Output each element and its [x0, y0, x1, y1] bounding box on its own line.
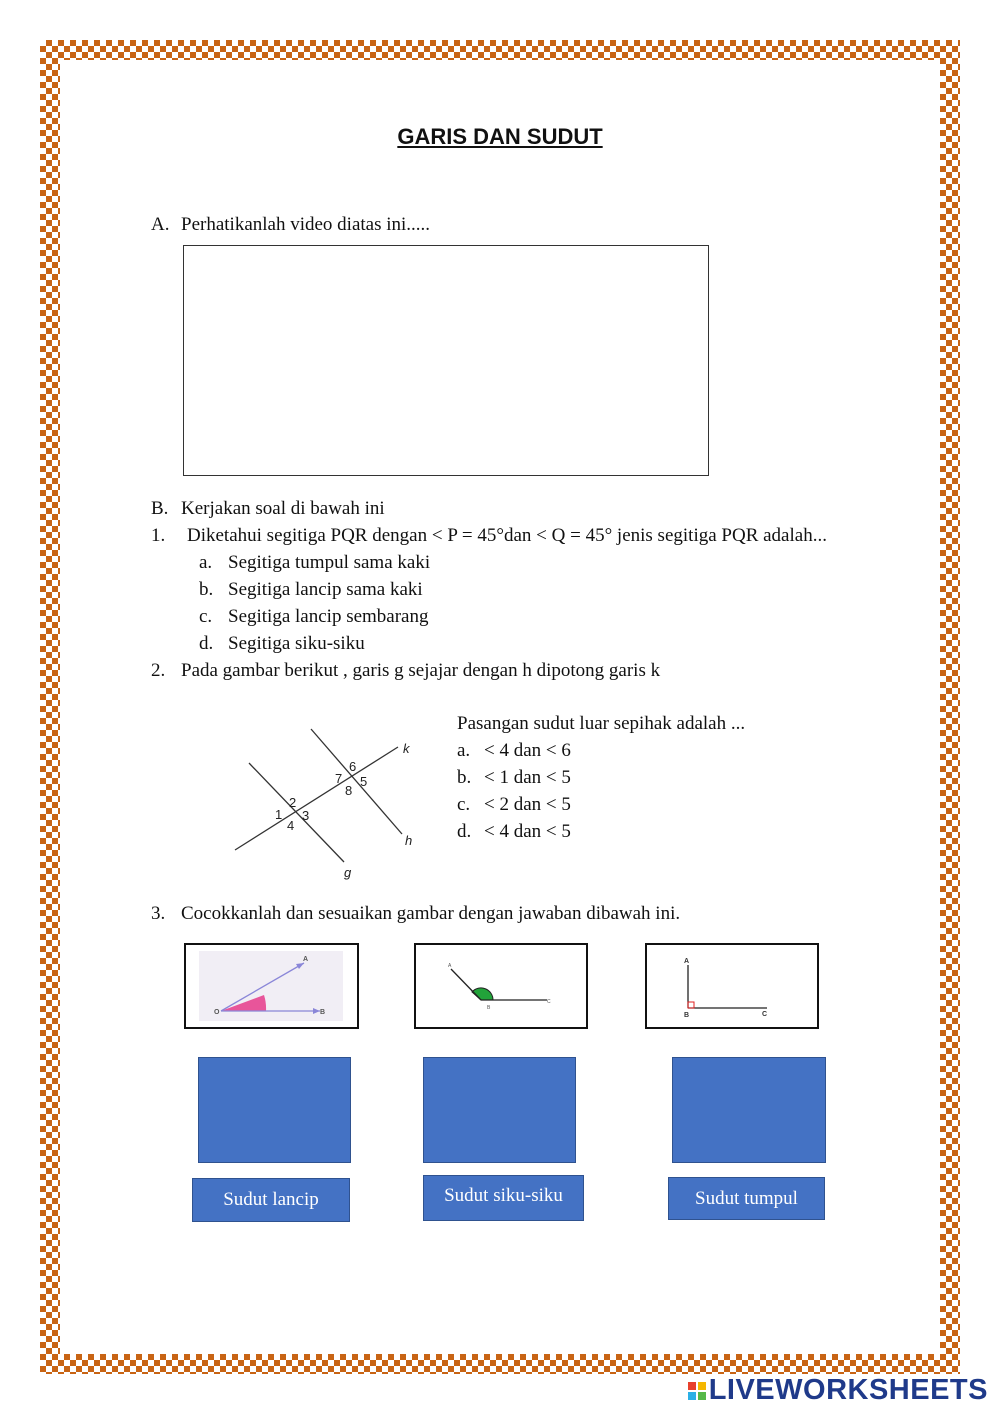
right-label-a: A — [684, 958, 690, 965]
angle-label-5: 5 — [360, 774, 368, 789]
right-angle-image — [645, 943, 819, 1029]
answer-sudut-siku-siku[interactable]: Sudut siku-siku — [423, 1175, 584, 1221]
logo-icon — [688, 1382, 706, 1400]
acute-label-b: B — [320, 1009, 326, 1016]
q1-option-d-letter: d. — [199, 633, 214, 654]
q1-option-b[interactable]: Segitiga lancip sama kaki — [228, 579, 423, 600]
angle-label-3: 3 — [302, 808, 310, 823]
q2-text: Pada gambar berikut , garis g sejajar dengan h dipotong garis k — [181, 660, 661, 681]
q1-option-c[interactable]: Segitiga lancip sembarang — [228, 606, 429, 627]
acute-label-o: O — [214, 1009, 220, 1016]
q3-number: 3. — [151, 903, 166, 924]
q2-option-c[interactable]: < 2 dan < 5 — [484, 794, 571, 815]
angle-label-1: 1 — [275, 807, 283, 822]
q2-option-a[interactable]: < 4 dan < 6 — [484, 740, 571, 761]
q1-option-c-letter: c. — [199, 606, 213, 627]
page-title: GARIS DAN SUDUT — [397, 124, 603, 149]
acute-label-a: A — [303, 956, 309, 963]
q3-text: Cocokkanlah dan sesuaikan gambar dengan jawaban dibawah ini. — [181, 903, 681, 924]
angle-label-7: 7 — [335, 771, 343, 786]
q1-number: 1. — [151, 525, 166, 546]
label-line-h: h — [405, 833, 413, 848]
q1-option-a-letter: a. — [199, 552, 213, 573]
label-line-k: k — [403, 741, 410, 756]
obtuse-label-c: C — [547, 999, 551, 1005]
section-a-text: Perhatikanlah video diatas ini..... — [181, 214, 431, 235]
q2-option-a-letter: a. — [457, 740, 471, 761]
q2-number: 2. — [151, 660, 166, 681]
section-a-label: A. — [151, 214, 170, 235]
acute-angle-image — [184, 943, 359, 1029]
q1-option-d[interactable]: Segitiga siku-siku — [228, 633, 365, 654]
q1-text: Diketahui segitiga PQR dengan < P = 45°dan < Q = 45° jenis segitiga PQR adalah... — [187, 525, 827, 546]
q2-option-b-letter: b. — [457, 767, 472, 788]
q2-option-d[interactable]: < 4 dan < 5 — [484, 821, 571, 842]
q1-option-b-letter: b. — [199, 579, 214, 600]
q2-option-b[interactable]: < 1 dan < 5 — [484, 767, 571, 788]
drop-target-1[interactable] — [198, 1057, 351, 1163]
drop-target-3[interactable] — [672, 1057, 826, 1163]
q2-prompt: Pasangan sudut luar sepihak adalah ... — [457, 713, 746, 734]
parallel-lines-figure — [220, 720, 430, 885]
obtuse-label-b: B — [487, 1005, 491, 1011]
angle-label-2: 2 — [289, 795, 297, 810]
obtuse-label-a: A — [448, 963, 452, 969]
right-label-c: C — [762, 1011, 768, 1018]
answer-sudut-tumpul[interactable]: Sudut tumpul — [668, 1177, 825, 1220]
drop-target-2[interactable] — [423, 1057, 576, 1163]
q1-option-a[interactable]: Segitiga tumpul sama kaki — [228, 552, 431, 573]
line-g — [249, 763, 344, 862]
angle-label-4: 4 — [287, 818, 295, 833]
q2-option-c-letter: c. — [457, 794, 471, 815]
line-h — [311, 729, 402, 834]
liveworksheets-logo — [688, 1374, 988, 1407]
right-label-b: B — [684, 1012, 690, 1019]
line-k — [235, 747, 398, 850]
obtuse-angle-image — [414, 943, 588, 1029]
video-placeholder[interactable] — [183, 245, 709, 476]
logo-text: LIVEWORKSHEETS — [708, 1374, 988, 1406]
section-b-label: B. — [151, 498, 169, 519]
answer-sudut-lancip[interactable]: Sudut lancip — [192, 1178, 350, 1222]
label-line-g: g — [344, 865, 352, 880]
q2-option-d-letter: d. — [457, 821, 472, 842]
angle-label-6: 6 — [349, 759, 357, 774]
angle-label-8: 8 — [345, 783, 353, 798]
section-b-text: Kerjakan soal di bawah ini — [181, 498, 385, 519]
